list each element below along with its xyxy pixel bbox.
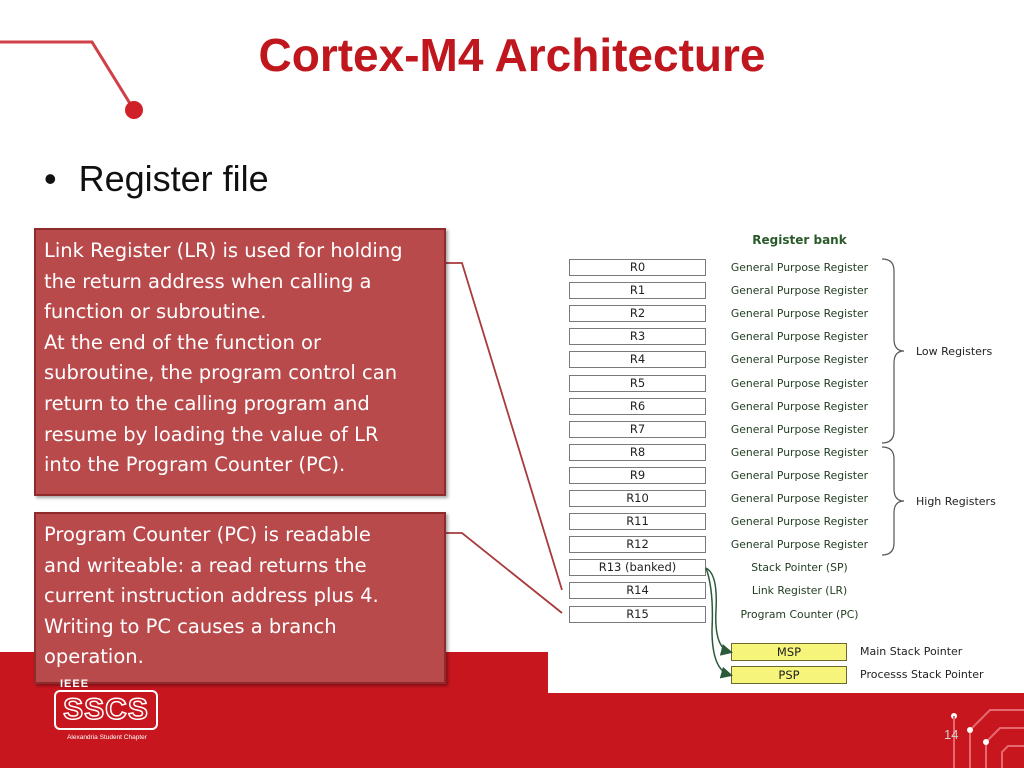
- note-line: Program Counter (PC) is readable: [44, 523, 371, 546]
- ieee-sscs-logo: [52, 678, 162, 748]
- register-box: R14: [569, 582, 706, 599]
- note-line: return to the calling program and: [44, 391, 370, 415]
- note-line: Writing to PC causes a branch: [44, 614, 337, 638]
- logo-main-text: SSCS: [54, 690, 158, 730]
- note-line: current instruction address plus 4.: [44, 584, 379, 608]
- register-box: R9: [569, 467, 706, 484]
- register-description: General Purpose Register: [730, 400, 869, 413]
- register-box: R11: [569, 513, 706, 530]
- register-description: General Purpose Register: [730, 492, 869, 505]
- logo-sub-text: Alexandria Student Chapter: [67, 734, 147, 741]
- register-description: General Purpose Register: [730, 515, 869, 528]
- note-line: At the end of the function or: [44, 330, 321, 354]
- psp-box: PSP: [731, 666, 847, 684]
- register-description: General Purpose Register: [730, 469, 869, 482]
- register-box: R13 (banked): [569, 559, 706, 576]
- register-description: General Purpose Register: [730, 423, 869, 436]
- register-description: General Purpose Register: [730, 538, 869, 551]
- register-description: General Purpose Register: [730, 261, 869, 274]
- register-description: Program Counter (PC): [740, 608, 859, 621]
- bullet-item: [44, 158, 269, 200]
- program-counter-note: [34, 512, 446, 684]
- register-box: R1: [569, 282, 706, 299]
- register-description: Link Register (LR): [751, 584, 848, 597]
- msp-description: Main Stack Pointer: [860, 645, 963, 658]
- register-description: General Purpose Register: [730, 307, 869, 320]
- msp-box: MSP: [731, 643, 847, 661]
- callout-connectors: [440, 255, 580, 625]
- register-box: R0: [569, 259, 706, 276]
- bullet-dot-icon: •: [44, 158, 57, 199]
- register-box: R8: [569, 444, 706, 461]
- register-box: R4: [569, 351, 706, 368]
- circuit-decoration: [930, 680, 1024, 768]
- note-line: the return address when calling a: [44, 269, 372, 293]
- register-description: General Purpose Register: [730, 330, 869, 343]
- register-box: R10: [569, 490, 706, 507]
- register-description: General Purpose Register: [730, 353, 869, 366]
- register-box: R15: [569, 606, 706, 623]
- note-line: Link Register (LR) is used for holding: [44, 239, 403, 262]
- register-bank-title: Register bank: [752, 233, 847, 247]
- note-line: resume by loading the value of LR: [44, 422, 379, 446]
- bullet-text: Register file: [78, 158, 269, 199]
- note-line: and writeable: a read returns the: [44, 553, 367, 577]
- note-line: into the Program Counter (PC).: [44, 453, 346, 477]
- register-box: R5: [569, 375, 706, 392]
- register-box: R3: [569, 328, 706, 345]
- register-description: Stack Pointer (SP): [751, 561, 848, 574]
- note-line: operation.: [44, 645, 144, 669]
- note-line: function or subroutine.: [44, 300, 267, 324]
- psp-description: Processs Stack Pointer: [860, 668, 984, 681]
- logo-top-text: IEEE: [60, 678, 90, 690]
- register-description: General Purpose Register: [730, 446, 869, 459]
- register-box: R6: [569, 398, 706, 415]
- page-number: 14: [944, 727, 959, 742]
- register-description: General Purpose Register: [730, 377, 869, 390]
- slide-title: Cortex-M4 Architecture: [258, 29, 766, 81]
- register-description: General Purpose Register: [730, 284, 869, 297]
- note-line: subroutine, the program control can: [44, 361, 398, 385]
- register-box: R7: [569, 421, 706, 438]
- low-registers-label: Low Registers: [916, 345, 993, 358]
- register-box: R2: [569, 305, 706, 322]
- group-braces: [880, 255, 910, 565]
- banked-sp-arrows: [690, 560, 750, 690]
- link-register-note: [34, 228, 446, 496]
- high-registers-label: High Registers: [916, 495, 996, 508]
- register-box: R12: [569, 536, 706, 553]
